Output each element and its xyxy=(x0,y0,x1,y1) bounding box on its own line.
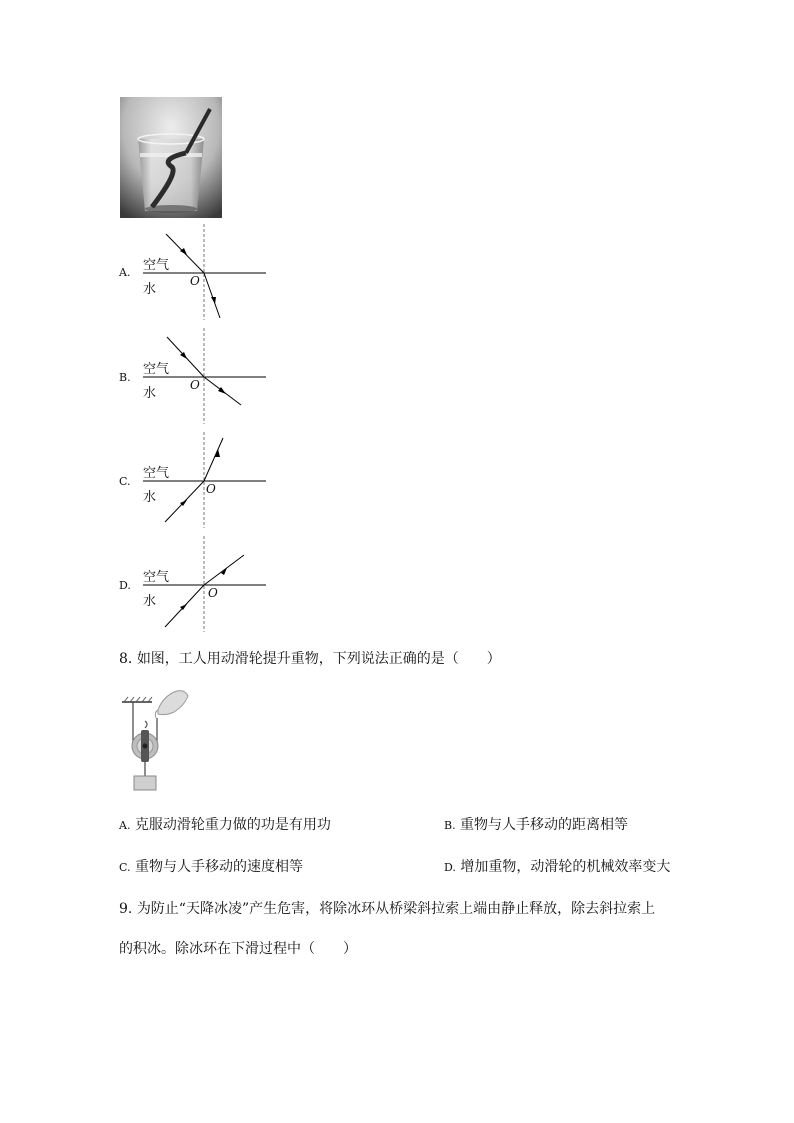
question-text: 如图，工人用动滑轮提升重物，下列说法正确的是（ ） xyxy=(136,651,501,667)
q7-option-a-letter: A. xyxy=(119,266,131,279)
option-text: 重物与人手移动的速度相等 xyxy=(134,859,303,875)
refraction-diagram-b xyxy=(140,326,270,426)
origin-label: O xyxy=(208,586,218,600)
origin-label: O xyxy=(190,378,200,392)
question-text: 为防止“天降冰凌”产生危害，将除冰环从桥梁斜拉索上端由静止释放，除去斜拉索上 xyxy=(136,901,656,917)
movable-pulley-figure xyxy=(118,684,190,796)
water-label: 水 xyxy=(143,386,157,401)
option-letter: B. xyxy=(444,819,456,832)
water-label: 水 xyxy=(143,594,157,609)
air-label: 空气 xyxy=(143,362,170,377)
q7-option-b-letter: B. xyxy=(119,371,131,384)
option-letter: D. xyxy=(444,861,456,874)
origin-label: O xyxy=(206,482,216,496)
option-text: 重物与人手移动的距离相等 xyxy=(460,817,629,833)
question-number: 8. xyxy=(119,651,133,667)
refraction-diagram-d xyxy=(140,534,270,634)
option-text: 克服动滑轮重力做的功是有用功 xyxy=(134,817,331,833)
q9-stem-line1 xyxy=(119,900,655,918)
q7-option-d-letter: D. xyxy=(119,579,131,592)
q8-stem xyxy=(119,650,501,668)
question-number: 9. xyxy=(119,901,133,917)
air-label: 空气 xyxy=(143,258,170,273)
refraction-diagram-c xyxy=(140,430,270,530)
water-label: 水 xyxy=(143,490,157,505)
q9-stem-line2: 的积冰。除冰环在下滑过程中（ ） xyxy=(119,941,357,957)
option-letter: A. xyxy=(119,819,131,832)
option-letter: C. xyxy=(119,861,131,874)
q8-option-b xyxy=(444,816,628,835)
straw-in-water-photo xyxy=(120,97,222,218)
q8-option-a xyxy=(119,816,331,835)
origin-label: O xyxy=(190,274,200,288)
option-text: 增加重物，动滑轮的机械效率变大 xyxy=(460,859,671,875)
q8-option-c xyxy=(119,858,303,877)
refraction-diagram-a xyxy=(140,222,270,322)
q7-option-c-letter: C. xyxy=(119,475,131,488)
air-label: 空气 xyxy=(143,466,170,481)
air-label: 空气 xyxy=(143,570,170,585)
water-label: 水 xyxy=(143,282,157,297)
q8-option-d xyxy=(444,858,670,877)
